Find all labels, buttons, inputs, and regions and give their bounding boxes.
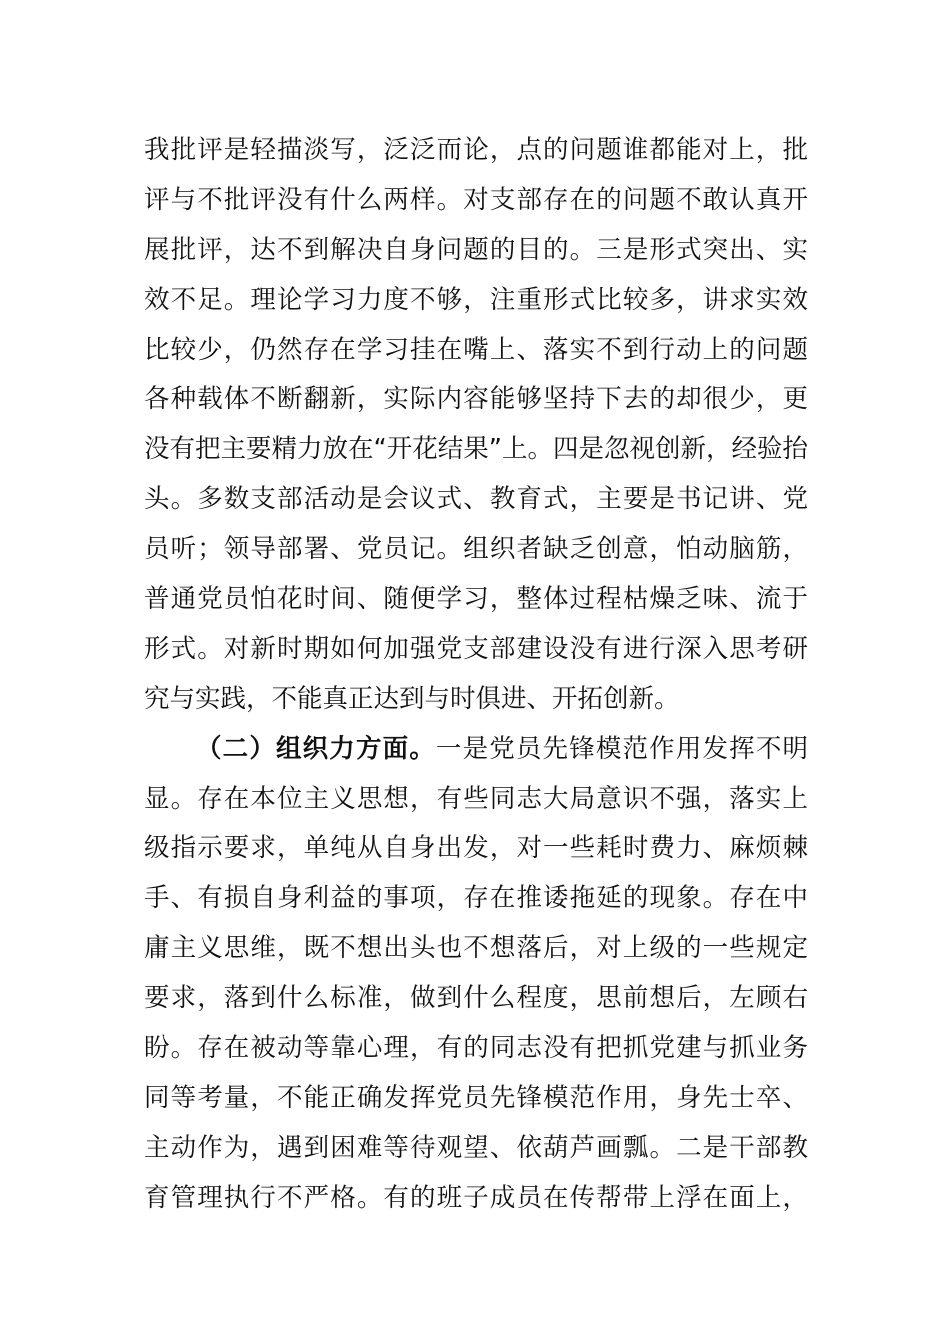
text-line: 展批评，达不到解决自身问题的目的。三是形式突出、实 bbox=[144, 234, 808, 265]
text-line: 同等考量，不能正确发挥党员先锋模范作用，身先士卒、 bbox=[144, 1082, 808, 1113]
text-line: 究与实践，不能真正达到与时俱进、开拓创新。 bbox=[144, 683, 680, 714]
text-line: 手、有损自身利益的事项，存在推诿拖延的现象。存在中 bbox=[144, 883, 808, 914]
text-line: 显。存在本位主义思想，有些同志大局意识不强，落实上 bbox=[144, 783, 808, 814]
text-line: 要求，落到什么标准，做到什么程度，思前想后，左顾右 bbox=[144, 983, 808, 1014]
text-line: 主动作为，遇到困难等待观望、依葫芦画瓢。二是干部教 bbox=[144, 1132, 808, 1163]
first-line-text: 一是党员先锋模范作用发挥不明 bbox=[435, 733, 808, 764]
text-line: 评与不批评没有什么两样。对支部存在的问题不敢认真开 bbox=[144, 184, 808, 215]
text-line: 头。多数支部活动是会议式、教育式，主要是书记讲、党 bbox=[144, 484, 808, 515]
text-line: 比较少，仍然存在学习挂在嘴上、落实不到行动上的问题 bbox=[144, 334, 808, 365]
text-line: 员听；领导部署、党员记。组织者缺乏创意，怕动脑筋， bbox=[144, 534, 808, 565]
text-line: 盼。存在被动等靠心理，有的同志没有把抓党建与抓业务 bbox=[144, 1033, 808, 1064]
text-line: 育管理执行不严格。有的班子成员在传帮带上浮在面上， bbox=[144, 1182, 808, 1213]
paragraph-first-line bbox=[144, 725, 808, 775]
text-line: 庸主义思维，既不想出头也不想落后，对上级的一些规定 bbox=[144, 933, 808, 964]
text-line: 形式。对新时期如何加强党支部建设没有进行深入思考研 bbox=[144, 633, 808, 664]
text-line: 级指示要求，单纯从自身出发，对一些耗时费力、麻烦棘 bbox=[144, 833, 808, 864]
text-line: 普通党员怕花时间、随便学习，整体过程枯燥乏味、流于 bbox=[144, 584, 808, 615]
paragraph-2 bbox=[144, 725, 808, 1224]
text-line: 我批评是轻描淡写，泛泛而论，点的问题谁都能对上，批 bbox=[144, 135, 808, 165]
section-heading: （二）组织力方面。 bbox=[196, 733, 436, 764]
text-line: 各种载体不断翻新，实际内容能够坚持下去的却很少，更 bbox=[144, 384, 808, 415]
paragraph-1 bbox=[144, 126, 808, 725]
body-text bbox=[144, 126, 808, 1224]
text-line: 没有把主要精力放在“开花结果”上。四是忽视创新，经验抬 bbox=[144, 434, 808, 465]
text-line: 效不足。理论学习力度不够，注重形式比较多，讲求实效 bbox=[144, 284, 808, 315]
